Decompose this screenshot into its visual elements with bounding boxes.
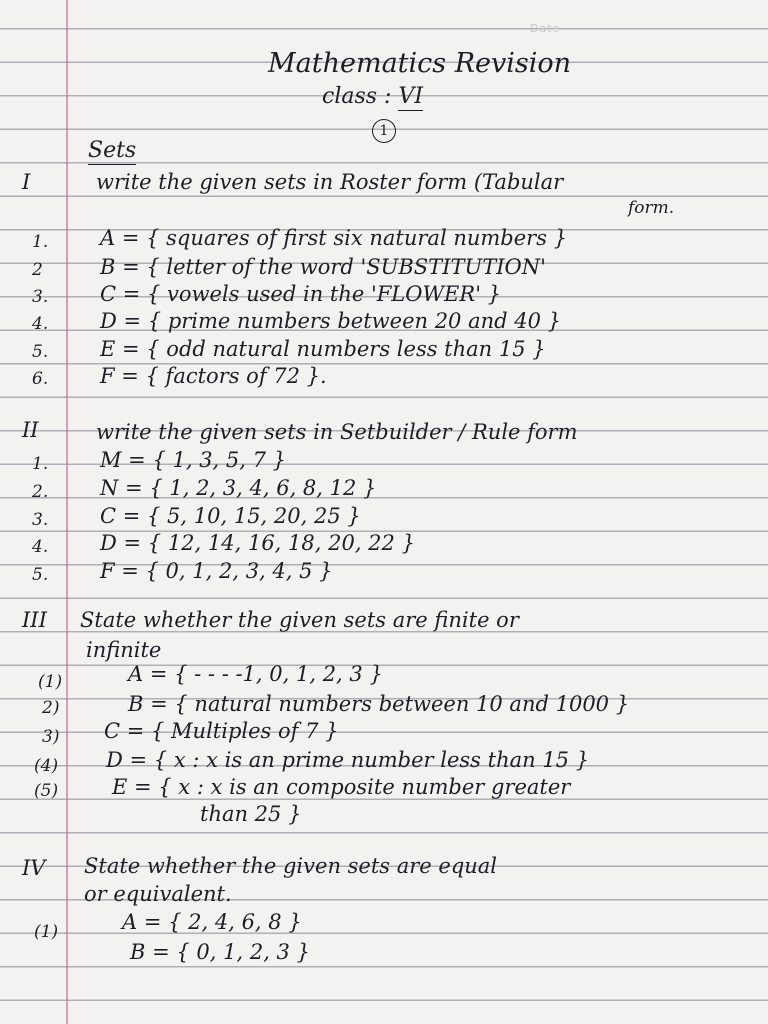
item-text: D = { prime numbers between 20 and 40 } xyxy=(100,309,562,333)
item-text: C = { vowels used in the 'FLOWER' } xyxy=(100,282,501,306)
item-number: (5) xyxy=(34,781,59,801)
class-label: class : xyxy=(322,84,392,109)
item-text: A = { squares of first six natural numbers } xyxy=(100,226,568,250)
class-value: VI xyxy=(398,84,424,109)
section-instruction-cont: or equivalent. xyxy=(84,882,232,906)
section-instruction-cont: form. xyxy=(628,198,675,218)
page-number xyxy=(372,119,396,143)
item-number: 2 xyxy=(32,260,43,280)
item-number: 5. xyxy=(32,342,49,362)
item-text: A = { - - - -1, 0, 1, 2, 3 } xyxy=(128,662,383,686)
page-number-circle: 1 xyxy=(372,119,396,143)
item-number: 3. xyxy=(32,287,49,307)
item-number: 1. xyxy=(32,454,49,474)
item-text: B = { natural numbers between 10 and 1000 } xyxy=(128,692,630,716)
item-text: B = { 0, 1, 2, 3 } xyxy=(130,940,310,964)
item-text: C = { Multiples of 7 } xyxy=(104,719,339,743)
item-text: A = { 2, 4, 6, 8 } xyxy=(122,910,302,934)
item-number: 4. xyxy=(32,314,49,334)
item-text: E = { x : x is an composite number greater xyxy=(112,775,571,799)
section-instruction-cont: infinite xyxy=(86,638,162,662)
section-instruction: write the given sets in Roster form (Tabular xyxy=(96,170,564,194)
item-number: (1) xyxy=(38,672,63,692)
item-text: C = { 5, 10, 15, 20, 25 } xyxy=(100,504,361,528)
item-number: 4. xyxy=(32,537,49,557)
item-text: than 25 } xyxy=(200,802,302,826)
section-instruction: State whether the given sets are finite or xyxy=(80,608,519,632)
class-line xyxy=(322,84,423,109)
section-numeral: IV xyxy=(22,856,46,880)
section-numeral: III xyxy=(22,608,47,632)
topic-heading: Sets xyxy=(88,138,137,163)
item-number: 5. xyxy=(32,565,49,585)
date-stamp: Date xyxy=(530,22,561,35)
section-instruction: write the given sets in Setbuilder / Rule form xyxy=(96,420,578,444)
item-text: N = { 1, 2, 3, 4, 6, 8, 12 } xyxy=(100,476,377,500)
item-number: 3) xyxy=(42,727,60,747)
item-text: E = { odd natural numbers less than 15 } xyxy=(100,337,546,361)
page-title: Mathematics Revision xyxy=(268,48,572,79)
item-text: F = { 0, 1, 2, 3, 4, 5 } xyxy=(100,559,333,583)
item-number: 3. xyxy=(32,510,49,530)
item-text: D = { x : x is an prime number less than 15 } xyxy=(106,748,590,772)
item-number: 1. xyxy=(32,232,49,252)
item-text: M = { 1, 3, 5, 7 } xyxy=(100,448,287,472)
item-number: (4) xyxy=(34,756,59,776)
item-text: D = { 12, 14, 16, 18, 20, 22 } xyxy=(100,531,415,555)
item-number: 2) xyxy=(42,698,60,718)
item-number: 2. xyxy=(32,482,49,502)
item-text: F = { factors of 72 }. xyxy=(100,364,327,388)
section-numeral: I xyxy=(22,170,31,194)
section-numeral: II xyxy=(22,418,39,442)
margin-line xyxy=(66,0,68,1024)
item-text: B = { letter of the word 'SUBSTITUTION' xyxy=(100,255,546,279)
item-number: (1) xyxy=(34,922,59,942)
section-instruction: State whether the given sets are equal xyxy=(84,854,498,878)
item-number: 6. xyxy=(32,369,49,389)
